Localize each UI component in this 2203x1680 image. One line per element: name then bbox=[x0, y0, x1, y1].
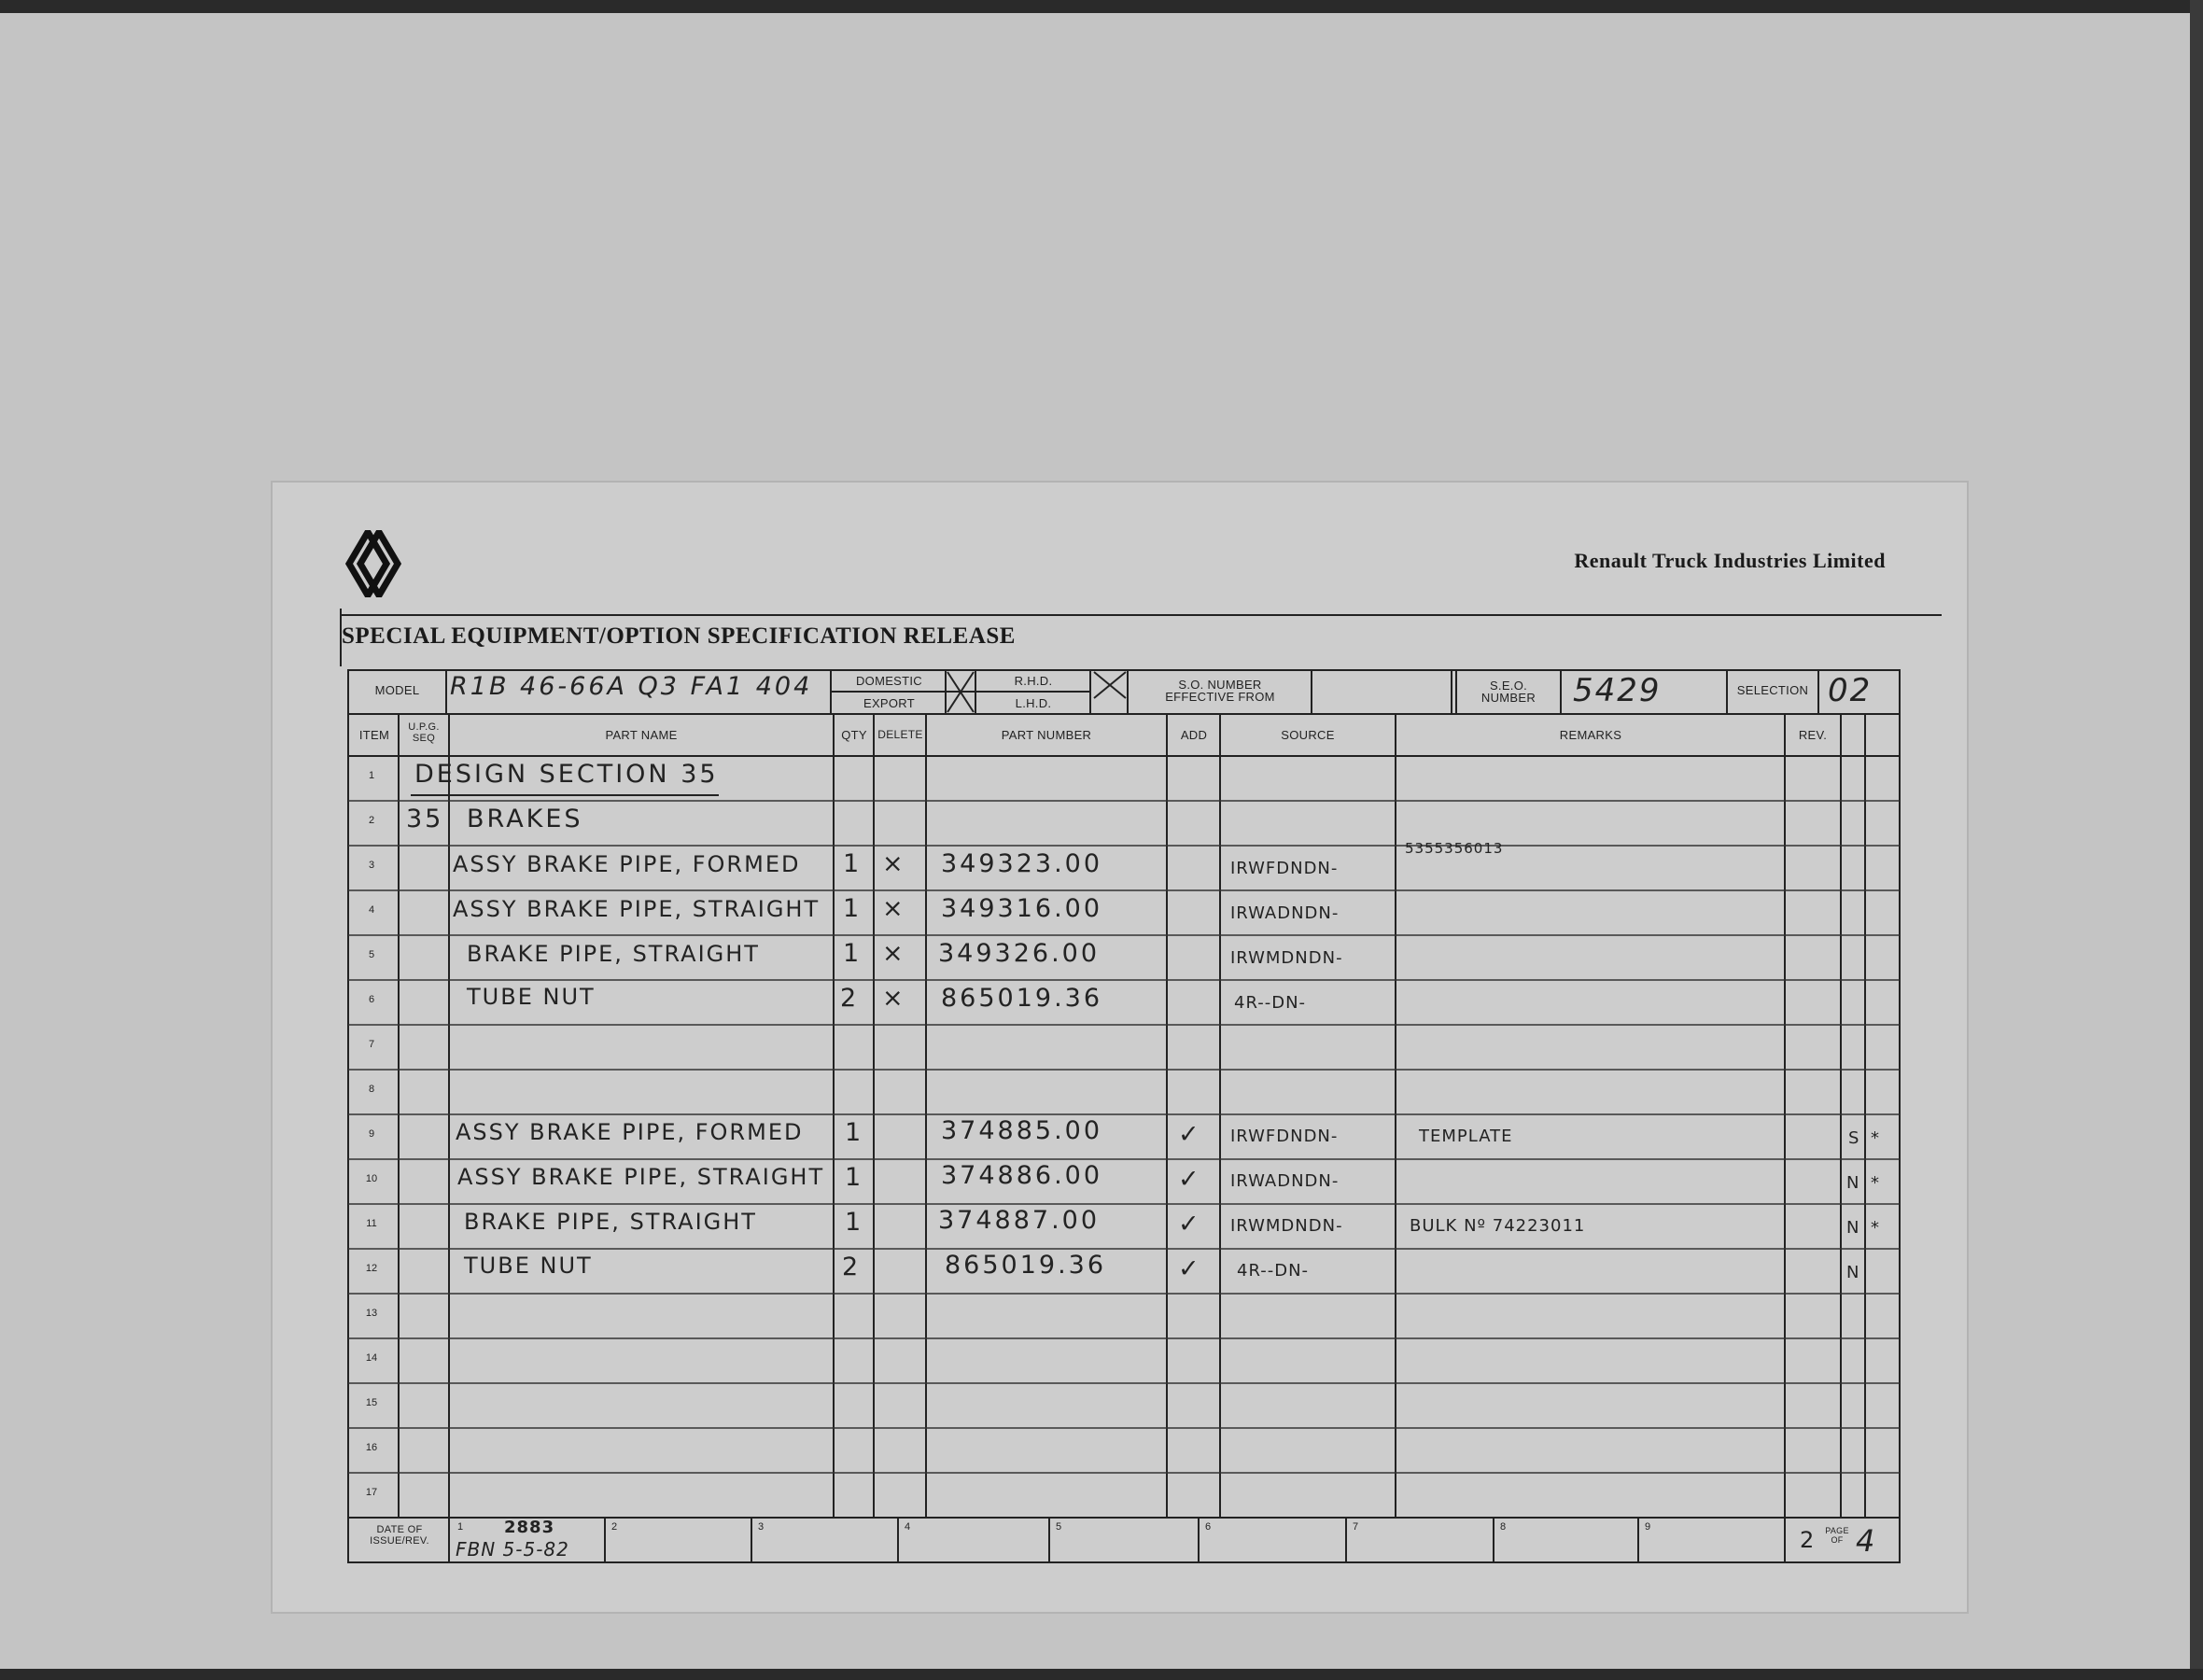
col-add: ADD bbox=[1180, 728, 1208, 742]
item-number: 16 bbox=[365, 1442, 378, 1453]
export-label: EXPORT bbox=[863, 696, 916, 710]
company-name: Renault Truck Industries Limited bbox=[1574, 549, 1886, 572]
qty: 1 bbox=[843, 939, 863, 968]
item-number: 10 bbox=[365, 1173, 378, 1184]
qty: 1 bbox=[845, 1163, 864, 1192]
source: IRWMDNDN- bbox=[1230, 948, 1343, 968]
page-total: 4 bbox=[1856, 1523, 1878, 1559]
issue-slot-6: 6 bbox=[1205, 1521, 1212, 1533]
issue-1-note: 2883 bbox=[504, 1518, 555, 1537]
part-name: TUBE NUT bbox=[464, 1253, 593, 1279]
qty: 1 bbox=[843, 894, 863, 923]
item-number: 12 bbox=[365, 1263, 378, 1274]
model-label: MODEL bbox=[374, 683, 420, 697]
item-number: 7 bbox=[368, 1039, 375, 1050]
item-number: 5 bbox=[368, 949, 375, 960]
part-number: 374886.00 bbox=[941, 1161, 1103, 1190]
page-number: 2 bbox=[1800, 1527, 1817, 1553]
rev-flag: N bbox=[1846, 1263, 1860, 1282]
issue-slot-7: 7 bbox=[1353, 1521, 1359, 1533]
remarks: 5355356013 bbox=[1405, 840, 1504, 857]
rev-flag: S bbox=[1848, 1128, 1860, 1148]
part-number: 349316.00 bbox=[941, 894, 1103, 923]
rev-flag: N bbox=[1846, 1173, 1860, 1193]
issue-slot-4: 4 bbox=[905, 1521, 911, 1533]
model-value: R1B 46-66A Q3 FA1 404 bbox=[450, 672, 813, 701]
item-number: 14 bbox=[365, 1352, 378, 1364]
source: IRWMDNDN- bbox=[1230, 1216, 1343, 1236]
delete-mark: × bbox=[882, 939, 906, 968]
issue-slot-5: 5 bbox=[1056, 1521, 1062, 1533]
col-item: ITEM bbox=[358, 728, 390, 742]
part-name: BRAKE PIPE, STRAIGHT bbox=[467, 941, 760, 967]
col-upg: U.P.G. bbox=[408, 721, 440, 733]
source: 4R--DN- bbox=[1234, 993, 1307, 1013]
part-name: ASSY BRAKE PIPE, STRAIGHT bbox=[457, 1164, 825, 1190]
part-name: ASSY BRAKE PIPE, STRAIGHT bbox=[453, 896, 821, 922]
upg-seq: 35 bbox=[406, 805, 444, 833]
issue-slot-2: 2 bbox=[611, 1521, 618, 1533]
col-remarks: REMARKS bbox=[1559, 728, 1622, 742]
part-name: DESIGN SECTION 35 bbox=[414, 760, 719, 789]
issue-slot-9: 9 bbox=[1645, 1521, 1651, 1533]
seo-number-value: 5429 bbox=[1573, 672, 1662, 709]
item-number: 9 bbox=[368, 1128, 375, 1140]
remarks: TEMPLATE bbox=[1419, 1127, 1513, 1146]
form-title: SPECIAL EQUIPMENT/OPTION SPECIFICATION RELEASE bbox=[342, 623, 1016, 649]
part-name: BRAKES bbox=[467, 805, 583, 833]
item-number: 15 bbox=[365, 1397, 378, 1408]
part-name: ASSY BRAKE PIPE, FORMED bbox=[453, 851, 801, 877]
part-name: BRAKE PIPE, STRAIGHT bbox=[464, 1209, 757, 1235]
rev-flag: N bbox=[1846, 1218, 1860, 1238]
source: IRWADNDN- bbox=[1230, 1171, 1340, 1191]
col-part-number: PART NUMBER bbox=[1001, 728, 1092, 742]
lhd-label: L.H.D. bbox=[1015, 696, 1052, 710]
item-number: 13 bbox=[365, 1308, 378, 1319]
effective-from-label: EFFECTIVE FROM bbox=[1165, 690, 1275, 704]
item-number: 4 bbox=[368, 904, 375, 916]
add-check: ✓ bbox=[1178, 1254, 1202, 1283]
qty: 1 bbox=[845, 1118, 864, 1147]
selection-value: 02 bbox=[1828, 672, 1873, 709]
page-label: PAGE bbox=[1825, 1526, 1849, 1535]
col-source: SOURCE bbox=[1281, 728, 1335, 742]
issue-slot-8: 8 bbox=[1500, 1521, 1507, 1533]
item-number: 11 bbox=[366, 1218, 377, 1229]
item-number: 17 bbox=[365, 1487, 378, 1498]
rhd-label: R.H.D. bbox=[1014, 674, 1053, 688]
issue-rev-label: ISSUE/REV. bbox=[370, 1535, 429, 1547]
col-rev: REV. bbox=[1798, 728, 1828, 742]
part-number: 865019.36 bbox=[941, 984, 1103, 1013]
add-check: ✓ bbox=[1178, 1120, 1202, 1149]
remarks: BULK Nº 74223011 bbox=[1410, 1216, 1586, 1236]
seo-number-label-2: NUMBER bbox=[1480, 691, 1536, 705]
col-qty: QTY bbox=[841, 728, 867, 742]
part-number: 349323.00 bbox=[941, 849, 1103, 878]
qty: 2 bbox=[842, 1253, 862, 1281]
delete-mark: × bbox=[882, 894, 906, 923]
qty: 1 bbox=[845, 1208, 864, 1237]
page-of-label: OF bbox=[1831, 1535, 1844, 1545]
delete-mark: × bbox=[882, 984, 906, 1013]
col-part-name: PART NAME bbox=[605, 728, 678, 742]
item-number: 1 bbox=[368, 770, 375, 781]
selection-label: SELECTION bbox=[1736, 683, 1809, 697]
part-number: 374887.00 bbox=[938, 1206, 1101, 1235]
seo-number-label: S.E.O. bbox=[1489, 679, 1528, 693]
issue-slot-1: 1 bbox=[457, 1521, 464, 1533]
add-check: ✓ bbox=[1178, 1210, 1202, 1239]
issue-1-date: FBN 5-5-82 bbox=[456, 1538, 569, 1561]
source: 4R--DN- bbox=[1237, 1261, 1310, 1281]
part-name: TUBE NUT bbox=[467, 984, 596, 1010]
source: IRWFDNDN- bbox=[1230, 859, 1339, 878]
col-seq: SEQ bbox=[412, 733, 436, 744]
item-number: 8 bbox=[368, 1084, 375, 1095]
so-number-label: S.O. NUMBER bbox=[1178, 678, 1262, 692]
source: IRWFDNDN- bbox=[1230, 1127, 1339, 1146]
issue-slot-3: 3 bbox=[758, 1521, 765, 1533]
domestic-label: DOMESTIC bbox=[855, 674, 922, 688]
item-number: 2 bbox=[368, 815, 375, 826]
add-check: ✓ bbox=[1178, 1165, 1202, 1194]
part-number: 374885.00 bbox=[941, 1116, 1103, 1145]
part-number: 865019.36 bbox=[945, 1251, 1107, 1280]
rev-mark: * bbox=[1871, 1128, 1880, 1148]
part-name: ASSY BRAKE PIPE, FORMED bbox=[456, 1119, 804, 1145]
item-number: 6 bbox=[368, 994, 375, 1005]
qty: 1 bbox=[843, 849, 863, 878]
item-number: 3 bbox=[368, 860, 375, 871]
source: IRWADNDN- bbox=[1230, 903, 1340, 923]
col-delete: DELETE bbox=[877, 728, 923, 741]
qty: 2 bbox=[840, 984, 860, 1013]
date-of-issue-label: DATE OF bbox=[376, 1524, 423, 1535]
rev-mark: * bbox=[1871, 1218, 1880, 1238]
rev-mark: * bbox=[1871, 1173, 1880, 1193]
part-number: 349326.00 bbox=[938, 939, 1101, 968]
delete-mark: × bbox=[882, 849, 906, 878]
